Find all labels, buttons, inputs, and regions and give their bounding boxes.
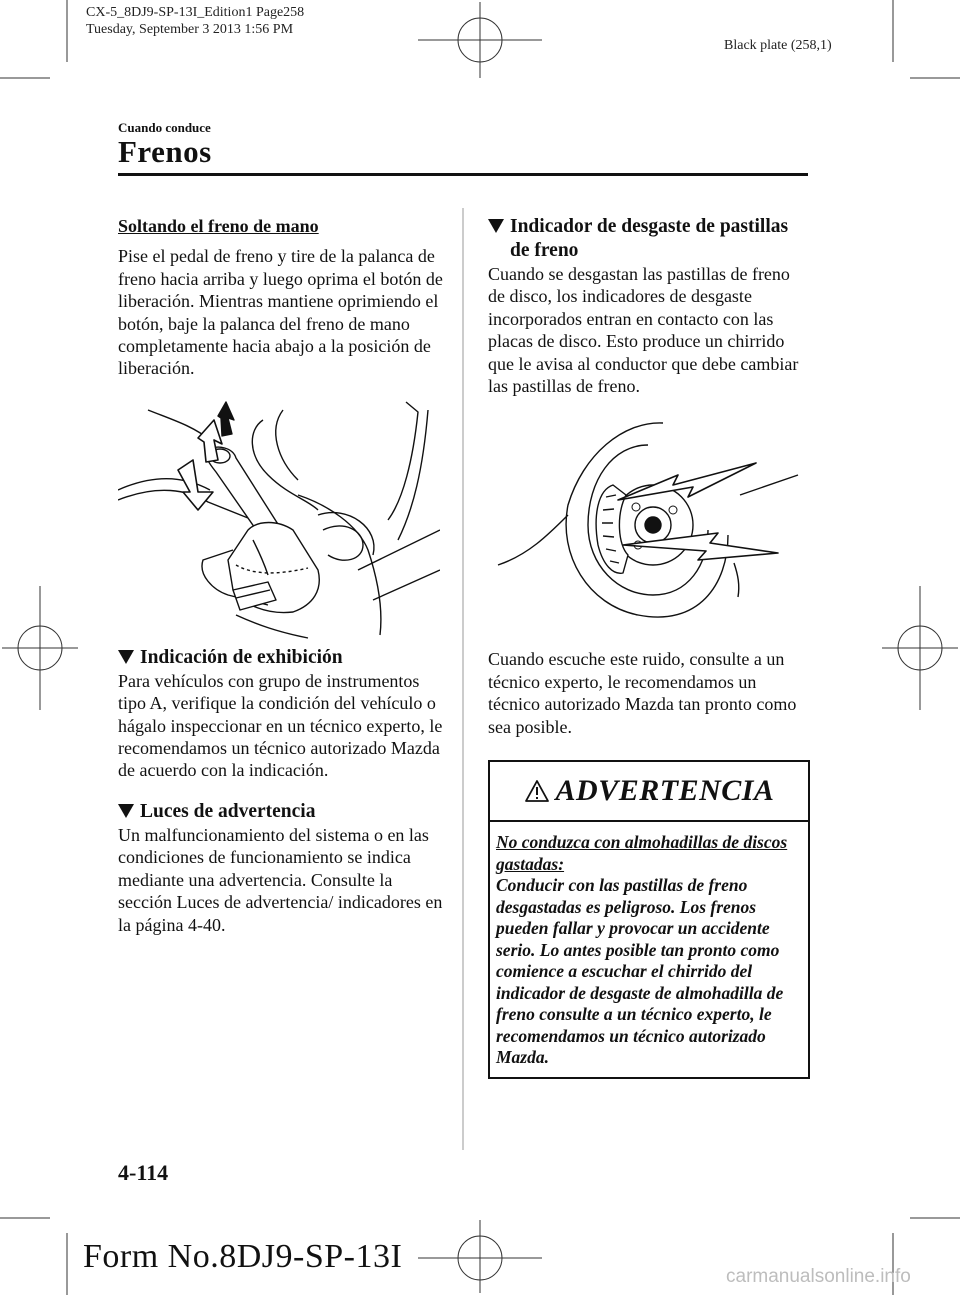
warning-body xyxy=(490,822,808,1077)
header-rule xyxy=(118,173,808,176)
black-plate-label: Black plate (258,1) xyxy=(724,38,832,53)
noise-paragraph: Cuando escuche este ruido, consulte a un técnico experto, le recomendamos un técnico autorizado Mazda tan pronto como sea posible. xyxy=(488,649,797,737)
warning-title: ADVERTENCIA xyxy=(555,774,775,807)
warning-text: Conducir con las pastillas de freno desgastadas es peligroso. Los frenos pueden fallar y provocar un accidente serio. Lo antes posible tan pronto como comience a escuchar el chirrido del indicador de desgaste de almohadilla de freno consulte a un técnico experto, le recomendamos un técnico autorizado Mazda. xyxy=(496,875,784,1067)
release-paragraph: Pise el pedal de freno y tire de la palanca de freno hacia arriba y luego oprima el botón de liberación. Mientras mantiene oprimiendo el botón, baje la palanca del freno de mano completamente hacia abajo a la posición de liberación. xyxy=(118,246,443,379)
display-paragraph: Para vehículos con grupo de instrumentos tipo A, verifique la condición del vehículo o hágalo inspeccionar en un técnico experto, le recomendamos un técnico autorizado Mazda de acuerdo con la indicación. xyxy=(118,670,443,781)
page-number: 4-114 xyxy=(118,1160,169,1185)
print-job-line2: Tuesday, September 3 2013 1:56 PM xyxy=(86,22,294,37)
wear-heading-text: Indicador de desgaste de pastillas de freno xyxy=(510,216,789,261)
wear-heading xyxy=(488,215,810,263)
section-label: Cuando conduce xyxy=(118,120,211,135)
page-title: Frenos xyxy=(118,134,212,169)
brake-wear-illustration xyxy=(488,415,804,630)
release-heading: Soltando el freno de mano xyxy=(118,216,319,236)
print-job-line1: CX-5_8DJ9-SP-13I_Edition1 Page258 xyxy=(86,5,305,20)
lights-heading-text: Luces de advertencia xyxy=(140,800,316,822)
warning-header xyxy=(490,762,808,822)
lights-paragraph: Un malfuncionamiento del sistema o en las condiciones de funcionamiento se indica mediante una advertencia. Consulte la sección Luces de advertencia/ indicadores en la página 4-40. xyxy=(118,824,443,935)
left-column xyxy=(118,215,444,936)
triangle-bullet-icon xyxy=(118,650,134,664)
watermark: carmanualsonline.info xyxy=(726,1266,911,1287)
form-number: Form No.8DJ9-SP-13I xyxy=(83,1238,403,1275)
warning-triangle-icon xyxy=(524,779,550,803)
wear-paragraph: Cuando se desgastan las pastillas de freno de disco, los indicadores de desgaste incorporados entran en contacto con las placas de disco. Esto produce un chirrido que le avisa al conductor que debe cambiar las pastillas de freno. xyxy=(488,264,799,397)
triangle-bullet-icon xyxy=(118,804,134,818)
triangle-bullet-icon xyxy=(488,219,504,233)
warning-box xyxy=(488,760,810,1079)
warning-heading: No conduzca con almohadillas de discos gastadas: xyxy=(496,832,788,874)
display-heading xyxy=(118,646,444,670)
lights-heading xyxy=(118,800,444,824)
right-column xyxy=(488,215,810,738)
display-heading-text: Indicación de exhibición xyxy=(140,646,343,668)
parking-brake-illustration xyxy=(118,400,440,640)
